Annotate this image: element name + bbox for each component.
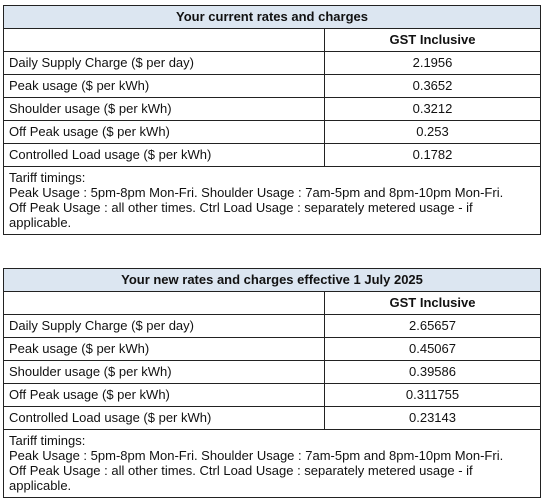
note-line: Off Peak Usage : all other times. Ctrl Load Usage : separately metered usage - if: [9, 463, 473, 478]
note-line: Tariff timings:: [9, 433, 86, 448]
table-row: [4, 384, 541, 407]
current-rates-title: Your current rates and charges: [4, 6, 541, 29]
note-line: applicable.: [9, 478, 72, 493]
rate-label: Peak usage ($ per kWh): [4, 75, 325, 98]
rate-label: Shoulder usage ($ per kWh): [4, 361, 325, 384]
rate-label: Daily Supply Charge ($ per day): [4, 52, 325, 75]
table-row: [4, 144, 541, 167]
rate-value: 0.3212: [325, 98, 541, 121]
current-rates-table: [3, 5, 541, 235]
rate-label: Off Peak usage ($ per kWh): [4, 121, 325, 144]
note-line: Off Peak Usage : all other times. Ctrl Load Usage : separately metered usage - if: [9, 200, 473, 215]
table-row: [4, 52, 541, 75]
table-row: [4, 75, 541, 98]
new-rates-gst-header: GST Inclusive: [325, 292, 541, 315]
table-row: [4, 407, 541, 430]
table-row: [4, 361, 541, 384]
rate-label: Controlled Load usage ($ per kWh): [4, 144, 325, 167]
rate-value: 0.253: [325, 121, 541, 144]
new-rates-label-header: [4, 292, 325, 315]
rate-value: 0.3652: [325, 75, 541, 98]
tariff-timings-note: [4, 167, 541, 235]
table-row: [4, 338, 541, 361]
rate-label: Controlled Load usage ($ per kWh): [4, 407, 325, 430]
current-rates-gst-header: GST Inclusive: [325, 29, 541, 52]
rate-value: 0.45067: [325, 338, 541, 361]
note-line: Tariff timings:: [9, 170, 86, 185]
table-row: [4, 98, 541, 121]
current-rates-label-header: [4, 29, 325, 52]
note-line: Peak Usage : 5pm-8pm Mon-Fri. Shoulder Usage : 7am-5pm and 8pm-10pm Mon-Fri.: [9, 185, 504, 200]
rate-value: 2.1956: [325, 52, 541, 75]
rate-label: Peak usage ($ per kWh): [4, 338, 325, 361]
note-line: Peak Usage : 5pm-8pm Mon-Fri. Shoulder Usage : 7am-5pm and 8pm-10pm Mon-Fri.: [9, 448, 504, 463]
rate-value: 0.311755: [325, 384, 541, 407]
table-row: [4, 315, 541, 338]
rate-value: 0.39586: [325, 361, 541, 384]
rate-value: 0.23143: [325, 407, 541, 430]
rate-label: Off Peak usage ($ per kWh): [4, 384, 325, 407]
rate-label: Daily Supply Charge ($ per day): [4, 315, 325, 338]
new-rates-title: Your new rates and charges effective 1 July 2025: [4, 269, 541, 292]
new-rates-table: [3, 268, 541, 498]
note-line: applicable.: [9, 215, 72, 230]
rate-label: Shoulder usage ($ per kWh): [4, 98, 325, 121]
rate-value: 2.65657: [325, 315, 541, 338]
tariff-timings-note: [4, 430, 541, 498]
table-row: [4, 121, 541, 144]
rate-value: 0.1782: [325, 144, 541, 167]
